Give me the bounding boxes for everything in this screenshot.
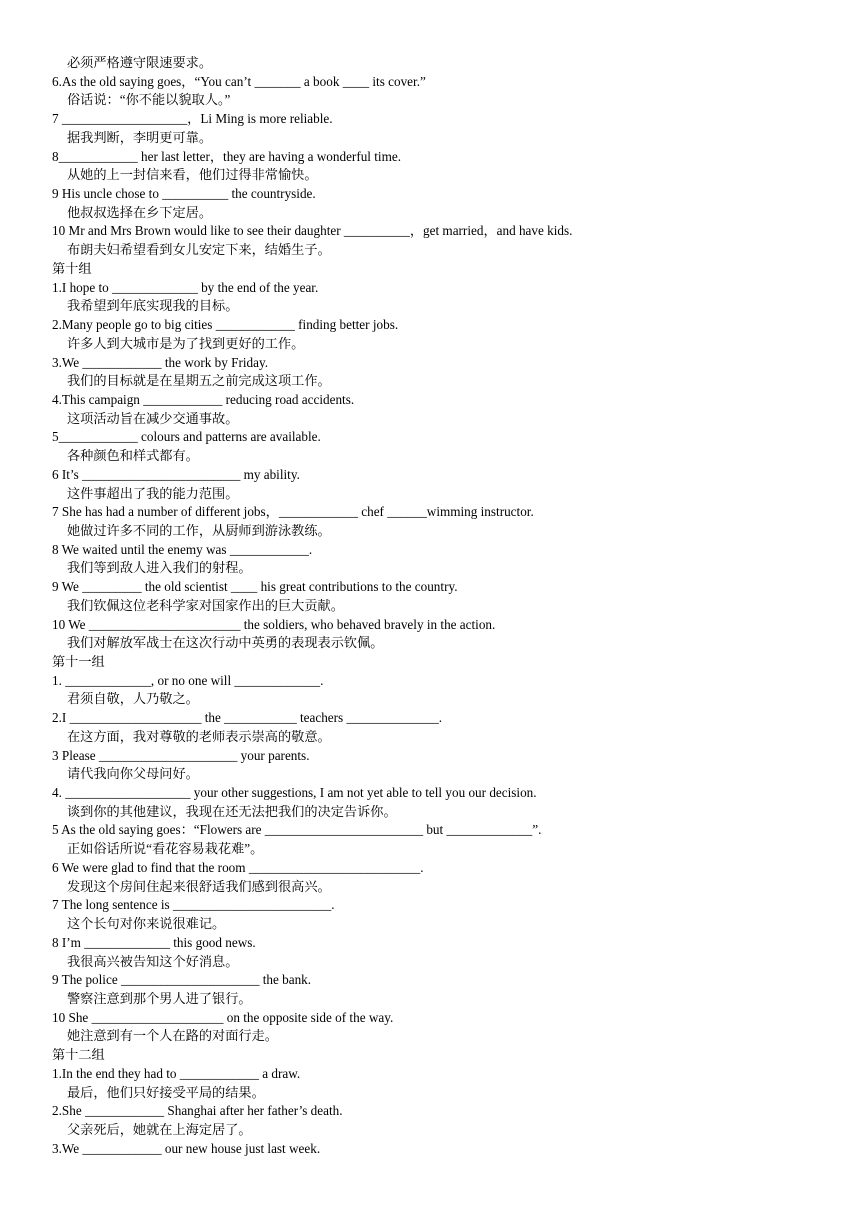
exercise-line: 9 We _________ the old scientist ____ his great contributions to the country. — [52, 579, 458, 595]
translation-line: 父亲死后，她就在上海定居了。 — [67, 1121, 252, 1137]
exercise-line: 4.This campaign ____________ reducing road accidents. — [52, 391, 355, 407]
translation-line: 我们对解放军战士在这次行动中英勇的表现表示钦佩。 — [67, 635, 384, 651]
translation-line: 最后，他们只好接受平局的结果。 — [67, 1084, 265, 1100]
exercise-line: 1. _____________, or no one will _____________. — [52, 672, 324, 688]
translation-line: 这项活动旨在减少交通事故。 — [67, 410, 239, 426]
translation-line: 我们等到敌人进入我们的射程。 — [67, 560, 252, 576]
exercise-line: 8 We waited until the enemy was ____________. — [52, 541, 313, 557]
exercise-line: 2.I ____________________ the ___________ teachers ______________. — [52, 710, 443, 726]
translation-line: 这个长句对你来说很难记。 — [67, 916, 226, 932]
exercise-line: 3 Please _____________________ your parents. — [52, 747, 310, 763]
translation-line: 俗话说：“你不能以貌取人。” — [67, 92, 231, 108]
translation-line: 她做过许多不同的工作，从厨师到游泳教练。 — [67, 522, 331, 538]
exercise-line: 7 The long sentence is ________________________. — [52, 897, 335, 913]
exercise-line: 7 ___________________，Li Ming is more reliable. — [52, 111, 333, 127]
exercise-line: 8____________ her last letter，they are having a wonderful time. — [52, 148, 402, 164]
exercise-line: 10 We _______________________ the soldiers, who behaved bravely in the action. — [52, 616, 496, 632]
translation-line: 据我判断，李明更可靠。 — [67, 129, 213, 145]
translation-line: 在这方面，我对尊敬的老师表示崇高的敬意。 — [67, 728, 331, 744]
document-page — [52, 54, 842, 1158]
exercise-line: 10 Mr and Mrs Brown would like to see their daughter __________，get married，and have kids. — [52, 223, 573, 239]
translation-line: 许多人到大城市是为了找到更好的工作。 — [67, 335, 305, 351]
exercise-line: 6 It’s ________________________ my ability. — [52, 466, 300, 482]
translation-line: 发现这个房间住起来很舒适我们感到很高兴。 — [67, 878, 331, 894]
translation-line: 从她的上一封信来看，他们过得非常愉快。 — [67, 167, 318, 183]
translation-line: 这件事超出了我的能力范围。 — [67, 485, 239, 501]
translation-line: 她注意到有一个人在路的对面行走。 — [67, 1028, 278, 1044]
exercise-line: 8 I’m _____________ this good news. — [52, 934, 256, 950]
translation-line: 我们的目标就是在星期五之前完成这项工作。 — [67, 373, 331, 389]
translation-line: 各种颜色和样式都有。 — [67, 448, 199, 464]
exercise-line: 5____________ colours and patterns are available. — [52, 429, 321, 445]
exercise-line: 第十组 — [52, 260, 92, 276]
exercise-line: 10 She ____________________ on the opposite side of the way. — [52, 1009, 394, 1025]
translation-line: 我希望到年底实现我的目标。 — [67, 298, 239, 314]
exercise-line: 2.She ____________ Shanghai after her father’s death. — [52, 1103, 343, 1119]
translation-line: 君须自敬，人乃敬之。 — [67, 691, 199, 707]
exercise-line: 第十一组 — [52, 654, 105, 669]
exercise-line: 9 His uncle chose to __________ the countryside. — [52, 186, 316, 202]
exercise-line: 1.I hope to _____________ by the end of the year. — [52, 279, 319, 295]
exercise-line: 9 The police _____________________ the bank. — [52, 972, 312, 988]
exercise-line: 7 She has had a number of different jobs，____________ chef ______wimming instructor. — [52, 504, 534, 520]
exercise-line: 6.As the old saying goes，“You can’t _______ a book ____ its cover.” — [52, 73, 426, 89]
exercise-line: 4. ___________________ your other suggestions, I am not yet able to tell you our decision. — [52, 785, 537, 801]
exercise-line: 1.In the end they had to ____________ a draw. — [52, 1065, 301, 1081]
exercise-line: 5 As the old saying goes：“Flowers are ________________________ but _____________”. — [52, 822, 542, 838]
exercise-line: 第十二组 — [52, 1047, 105, 1063]
exercise-line: 2.Many people go to big cities ____________ finding better jobs. — [52, 317, 399, 333]
translation-line: 正如俗话所说“看花容易栽花难”。 — [67, 841, 264, 857]
exercise-line: 3.We ____________ our new house just last week. — [52, 1140, 321, 1156]
translation-line: 警察注意到那个男人进了银行。 — [67, 990, 252, 1006]
translation-line: 谈到你的其他建议，我现在还无法把我们的决定告诉你。 — [67, 803, 397, 819]
exercise-line: 6 We were glad to find that the room __________________________. — [52, 859, 424, 875]
translation-line: 我们钦佩这位老科学家对国家作出的巨大贡献。 — [67, 597, 344, 613]
translation-line: 布朗夫妇希望看到女儿安定下来，结婚生子。 — [67, 242, 331, 258]
exercise-line: 3.We ____________ the work by Friday. — [52, 354, 269, 370]
translation-line: 他叔叔选择在乡下定居。 — [67, 204, 213, 220]
translation-line: 请代我向你父母问好。 — [67, 766, 199, 782]
translation-line: 必须严格遵守限速要求。 — [67, 55, 213, 70]
translation-line: 我很高兴被告知这个好消息。 — [67, 953, 239, 969]
